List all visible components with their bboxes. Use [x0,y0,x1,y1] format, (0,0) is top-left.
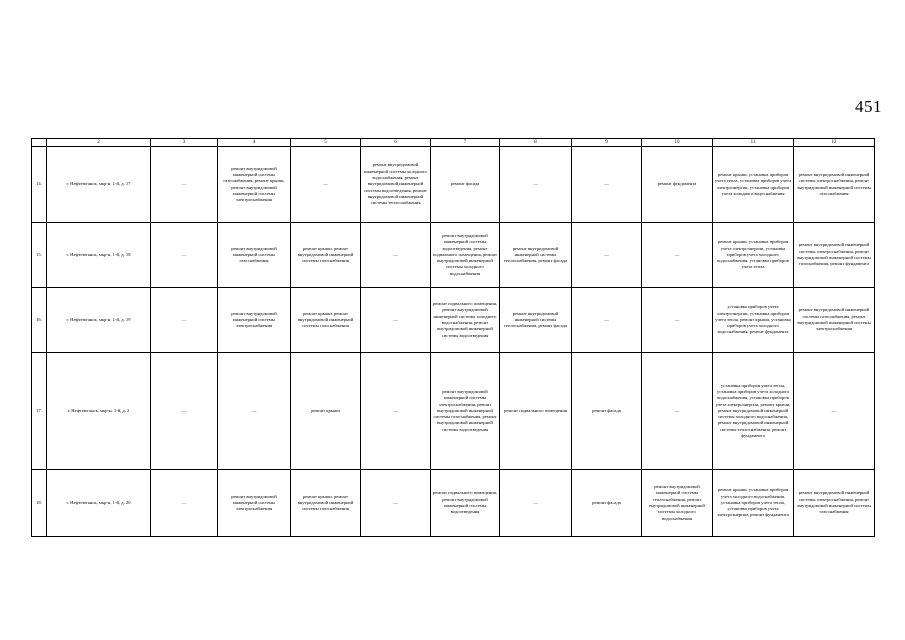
table-cell: — [572,223,642,288]
table-cell: ремонт внутридомовой инженерной системы электроснабжения, ремонт внутридомовой инженерной системы газоснабжения, ремонт фундамента [794,223,875,288]
table-cell: ремонт внутридомовой инженерной системы электроснабжения [218,470,291,537]
table-cell: ремонт крыши, ремонт внутридомовой инженерной системы газоснабжения [291,288,361,353]
row-number: 17. [32,353,47,470]
header-cell: 12 [794,139,875,147]
table-cell: установка приборов учета электроэнергии, установка приборов учета тепла, ремонт крыши, установка приборов учета холодного водоснабжения, ремонт фундамента [713,288,794,353]
table-cell: — [642,288,713,353]
table-cell: ремонт крыши, установка приборов учета тепла, установка приборов учета электроэнергии, установка приборов учета холодного водоснабжения [713,147,794,223]
header-cell: 11 [713,139,794,147]
table-cell: — [572,288,642,353]
address-cell: г. Нефтеюганск, мкр-н. 1-й, д. 17 [47,147,151,223]
table-cell: ремонт подвального помещения, ремонт внутридомовой инженерной системы холодного водоснабжения, ремонт внутридомовой инженерной системы водоотведения [431,288,500,353]
table-cell: установка приборов учета тепла, установка приборов учета холодного водоснабжения, установка приборов учета электроэнергии, ремонт крыши, ремонт внутридомовой инженерной системы холодного водоснабжения, ремонт внутридомовой инженерной системы теплоснабжения, ремонт фундамента [713,353,794,470]
repair-schedule-table [31,138,875,537]
table-cell: — [151,147,218,223]
table-cell: ремонт внутридомовой инженерной системы теплоснабжения, ремонт фасада [500,288,572,353]
header-cell: 2 [47,139,151,147]
table-cell: ремонт крыши [291,353,361,470]
table-cell: ремонт подвального помещения, ремонт внутридомовой инженерной системы водоотведения [431,470,500,537]
table-cell: — [291,147,361,223]
table-cell: — [361,470,431,537]
table-row [32,470,875,537]
table-cell: ремонт внутридомовой инженерной системы электроснабжения [218,288,291,353]
address-cell: г. Нефтеюганск, мкр-н. 1-й, д. 20 [47,470,151,537]
table-cell: — [151,223,218,288]
table-cell: — [500,147,572,223]
table-cell: — [500,470,572,537]
table-cell: — [218,353,291,470]
header-cell: 6 [361,139,431,147]
table-cell: — [361,353,431,470]
table-cell: ремонт внутридомовой инженерной системы электроснабжения, ремонт внутридомовой инженерной системы газоснабжения, ремонт внутридомовой инженерной системы водоотведения [431,353,500,470]
table-row [32,147,875,223]
header-cell: 3 [151,139,218,147]
table-cell: — [361,223,431,288]
table-cell: ремонт внутридомовой инженерной системы газоснабжения [218,223,291,288]
header-cell: 8 [500,139,572,147]
table-cell: — [642,353,713,470]
header-cell: 5 [291,139,361,147]
row-number: 15. [32,223,47,288]
table-cell: ремонт крыши, установка приборов учета электроэнергии, установка приборов учета холодного водоснабжения, установка приборов учета тепла [713,223,794,288]
header-cell: 4 [218,139,291,147]
address-cell: г. Нефтеюганск, мкр-н. 1-й, д. 2 [47,353,151,470]
page-number: 451 [855,97,882,116]
row-number: 18. [32,470,47,537]
table-cell: — [361,288,431,353]
table-cell: ремонт внутридомовой инженерной системы холодного водоснабжения, ремонт внутридомовой инженерной системы водоотведения, ремонт внутридомовой инженерной системы теплоснабжения [361,147,431,223]
row-number: 14. [32,147,47,223]
table-cell: ремонт внутридомовой инженерной системы электроснабжения, ремонт внутридомовой инженерной системы газоснабжения [794,470,875,537]
table-cell: ремонт внутридомовой инженерной системы теплоснабжения, ремонт фасада [500,223,572,288]
table-cell: — [794,353,875,470]
table-cell: ремонт внутридомовой инженерной системы теплоснабжения, ремонт внутридомовой инженерной системы холодного водоснабжения [642,470,713,537]
header-row [32,139,875,147]
address-cell: г. Нефтеюганск, мкр-н. 1-й, д. 19 [47,288,151,353]
table-cell: ремонт фасада [572,353,642,470]
table-cell: — [572,147,642,223]
table-row [32,353,875,470]
table-row [32,223,875,288]
table-cell: ремонт крыши, ремонт внутридомовой инженерной системы газоснабжения [291,223,361,288]
header-cell: 9 [572,139,642,147]
header-cell: 10 [642,139,713,147]
table-cell: — [151,288,218,353]
table-cell: ремонт внутридомовой инженерной системы водоотведения, ремонт подвального помещения, ремонт внутридомовой инженерной системы холодного водоснабжения [431,223,500,288]
table-cell: ремонт крыши, ремонт внутридомовой инженерной системы газоснабжения [291,470,361,537]
row-number: 16. [32,288,47,353]
table-cell: ремонт фундамента [642,147,713,223]
table-cell: ремонт внутридомовой инженерной системы газоснабжения, ремонт крыши, ремонт внутридомовой инженерной системы электроснабжения [218,147,291,223]
table-cell: — [642,223,713,288]
table-cell: ремонт крыши, установка приборов учета холодного водоснабжения, установка приборов учета тепла, установка приборов учета электроэнергии, ремонт фундамента [713,470,794,537]
table-cell: ремонт фасада [431,147,500,223]
header-cell [32,139,47,147]
address-cell: г. Нефтеюганск, мкр-н. 1-й, д. 18 [47,223,151,288]
table-cell: ремонт подвального помещения [500,353,572,470]
table-cell: ремонт внутридомовой инженерной системы газоснабжения, ремонт внутридомовой инженерной системы электроснабжения [794,288,875,353]
table-cell: — [151,353,218,470]
table-row [32,288,875,353]
header-cell: 7 [431,139,500,147]
table-cell: ремонт фасада [572,470,642,537]
table-cell: ремонт внутридомовой инженерной системы электроснабжения, ремонт внутридомовой инженерной системы газоснабжения [794,147,875,223]
table-cell: — [151,470,218,537]
